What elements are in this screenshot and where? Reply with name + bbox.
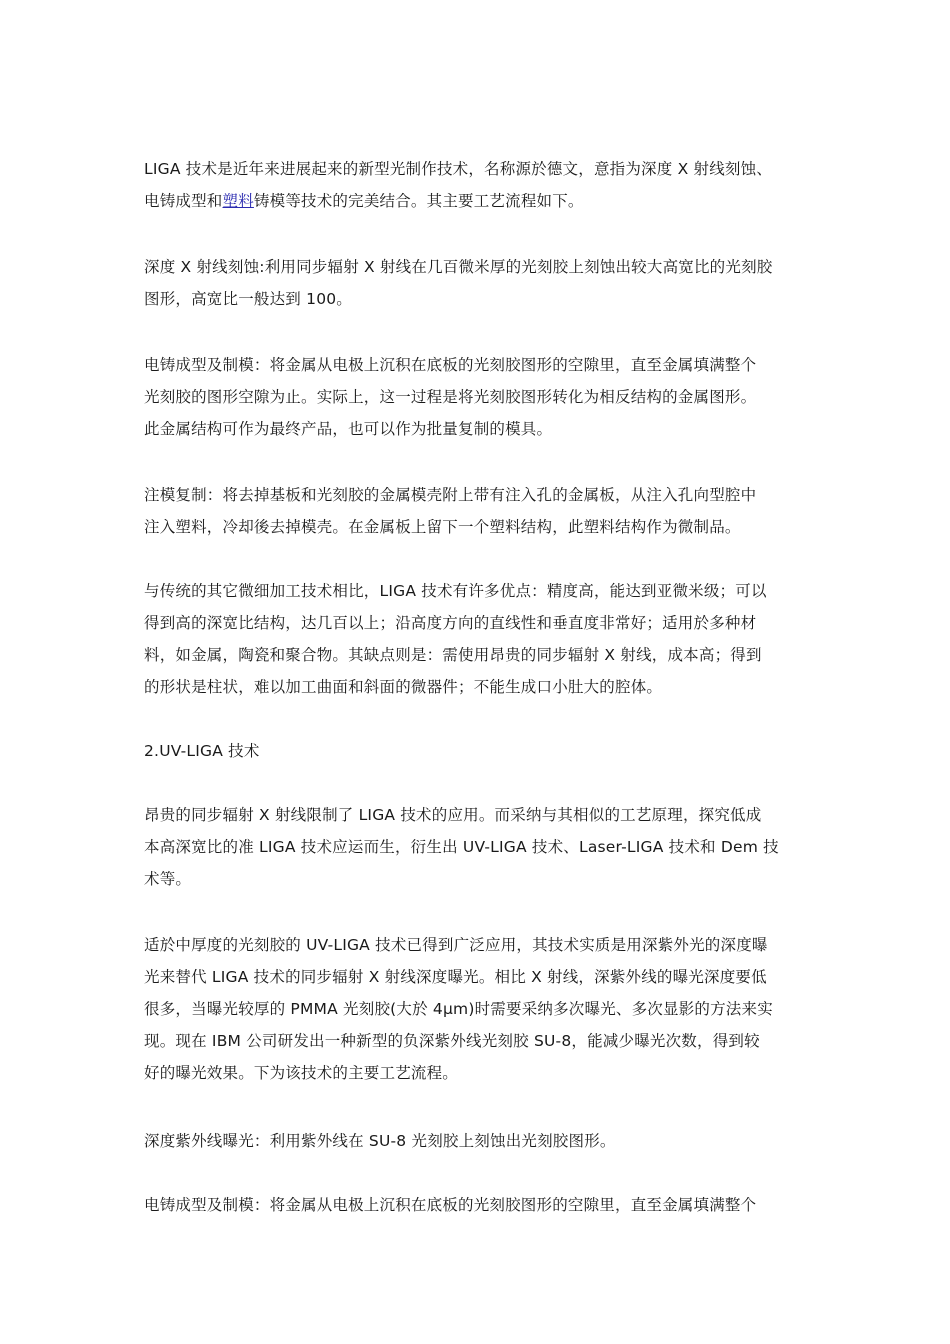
text-line: 与传统的其它微细加工技术相比，LIGA 技术有许多优点：精度高，能达到亚微米级；可以 [144, 582, 767, 600]
paragraph-liga-intro [144, 153, 816, 217]
text-line: 深度紫外线曝光：利用紫外线在 SU-8 光刻胶上刻蚀出光刻胶图形。 [144, 1132, 616, 1150]
text-line: 昂贵的同步辐射 X 射线限制了 LIGA 技术的应用。而采纳与其相似的工艺原理，探究低成 [144, 806, 762, 824]
text-line: 得到高的深宽比结构，达几百以上；沿高度方向的直线性和垂直度非常好；适用於多种材 [144, 614, 757, 632]
text-fragment: 电铸成型和 [144, 192, 223, 210]
text-line [144, 185, 816, 217]
text-line: 电铸成型及制模：将金属从电极上沉积在底板的光刻胶图形的空隙里，直至金属填满整个 [144, 356, 757, 374]
text-line: 深度 X 射线刻蚀:利用同步辐射 X 射线在几百微米厚的光刻胶上刻蚀出较大高宽比的光刻胶 [144, 258, 773, 276]
paragraph-xray-etching [144, 251, 816, 315]
text-line: 注模复制：将去掉基板和光刻胶的金属模壳附上带有注入孔的金属板，从注入孔向型腔中 [144, 486, 757, 504]
text-line: 好的曝光效果。下为该技术的主要工艺流程。 [144, 1064, 459, 1082]
text-line: LIGA 技术是近年来进展起来的新型光制作技术，名称源於德文，意指为深度 X 射线刻蚀、 [144, 160, 773, 178]
text-line: 很多，当曝光较厚的 PMMA 光刻胶(大於 4μm)时需要采纳多次曝光、多次显影的方法来实 [144, 1000, 773, 1018]
text-line: 2.UV-LIGA 技术 [144, 742, 260, 760]
text-line: 光来替代 LIGA 技术的同步辐射 X 射线深度曝光。相比 X 射线，深紫外线的曝光深度要低 [144, 968, 767, 986]
text-fragment: 铸模等技术的完美结合。其主要工艺流程如下。 [253, 192, 584, 210]
paragraph-uv-liga-details [144, 929, 816, 1089]
paragraph-electroforming [144, 349, 816, 445]
text-line: 的形状是柱状，难以加工曲面和斜面的微器件；不能生成口小肚大的腔体。 [144, 678, 663, 696]
paragraph-injection-molding [144, 479, 816, 543]
text-line: 图形，高宽比一般达到 100。 [144, 290, 353, 308]
text-line: 术等。 [144, 870, 192, 888]
text-line: 光刻胶的图形空隙为止。实际上，这一过程是将光刻胶图形转化为相反结构的金属图形。 [144, 388, 757, 406]
text-line: 此金属结构可作为最终产品，也可以作为批量复制的模具。 [144, 420, 553, 438]
plastic-link[interactable]: 塑料 [222, 192, 254, 210]
text-line: 现。现在 IBM 公司研发出一种新型的负深紫外线光刻胶 SU-8，能减少曝光次数，得到较 [144, 1032, 760, 1050]
text-line: 本高深宽比的准 LIGA 技术应运而生，衍生出 UV-LIGA 技术、Laser-LIGA 技术和 Dem 技 [144, 838, 779, 856]
section-heading-uv-liga [144, 735, 816, 767]
text-line: 料，如金属，陶瓷和聚合物。其缺点则是：需使用昂贵的同步辐射 X 射线，成本高；得到 [144, 646, 762, 664]
paragraph-pros-cons [144, 575, 816, 703]
text-line: 适於中厚度的光刻胶的 UV-LIGA 技术已得到广泛应用，其技术实质是用深紫外光的深度曝 [144, 936, 768, 954]
paragraph-electroforming-2 [144, 1189, 816, 1221]
text-line: 注入塑料，冷却後去掉模壳。在金属板上留下一个塑料结构，此塑料结构作为微制品。 [144, 518, 741, 536]
paragraph-uv-liga-origin [144, 799, 816, 895]
paragraph-deep-uv-exposure [144, 1125, 816, 1157]
text-line: 电铸成型及制模：将金属从电极上沉积在底板的光刻胶图形的空隙里，直至金属填满整个 [144, 1196, 757, 1214]
